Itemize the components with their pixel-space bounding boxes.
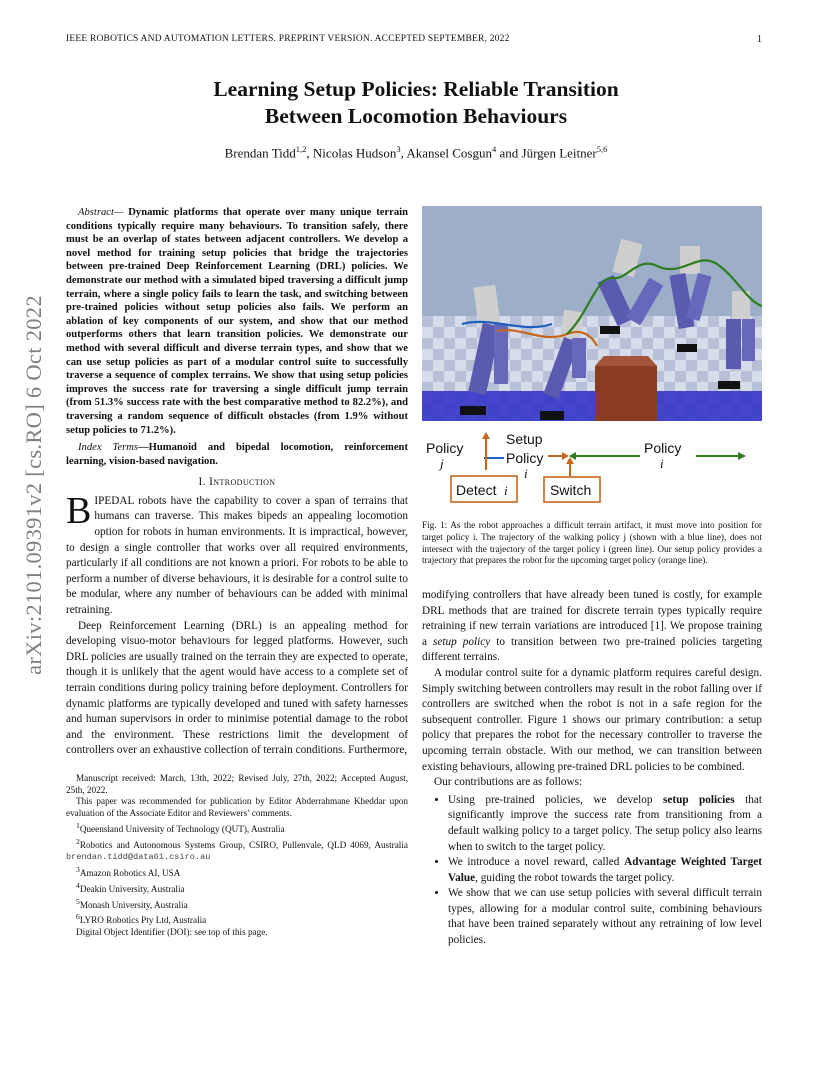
author-separator: , — [306, 145, 313, 161]
paper-title — [100, 76, 732, 130]
contribution-keyword: setup policies — [662, 793, 735, 806]
abstract-dash: — — [113, 207, 129, 218]
author-email-link[interactable]: brendan.tidd@data61.csiro.au — [66, 852, 211, 863]
abstract-text: Dynamic platforms that operate over many unique terrain conditions typically require many behaviours. To transition safely, there must be an overlap of states between adjacent controllers. We develop a novel method for training setup policies that bridge the trajectories between pre-trained Deep Reinforcement Learning (DRL) policies. We demonstrate our method with a simulated biped traversing a difficult jump terrain, where a single policy fails to learn the task, and switching between pre-trained policies without setup policies also fails. We perform an ablation of key components of our system, and show that our method outperforms others that learn transition policies. We demonstrate our method with several difficult and diverse terrain types, and show that we can use setup policies as part of a modular control suite to successfully traverse a sequence of complex terrains. We show that using setup policies improves the success rate for traversing a single difficult jump terrain (from 51.3% success rate with the best comparative method to 82.2%), and traversing a random sequence of difficult obstacles (from 1.9% without setup policies to 71.2%). — [66, 207, 408, 436]
contribution-item — [448, 886, 762, 948]
running-head: IEEE ROBOTICS AND AUTOMATION LETTERS. PREPRINT VERSION. ACCEPTED SEPTEMBER, 2022 — [66, 34, 510, 44]
label-setup: Setup — [506, 431, 543, 447]
footnote-received: Manuscript received: March, 13th, 2022; Revised July, 27th, 2022; Accepted August, 25th, 2022. — [66, 772, 408, 795]
title-line-2: Between Locomotion Behaviours — [264, 104, 568, 128]
label-policy-j: Policy — [426, 440, 464, 456]
left-column — [66, 206, 408, 939]
footnote-recommended: This paper was recommended for publication by Editor Abderrahmane Kheddar upon evaluation of the Associate Editor and Reviewers’ comments. — [66, 796, 408, 819]
contribution-text: We introduce a novel reward, called — [448, 856, 625, 869]
label-i: i — [660, 456, 664, 471]
author-name: Nicolas Hudson — [312, 145, 397, 161]
affiliation-footnote — [66, 911, 408, 927]
affiliation-number: 6 — [76, 912, 80, 922]
index-terms-text: Humanoid and bipedal locomotion, reinforcement learning, vision-based navigation. — [66, 442, 408, 467]
affiliation-number: 2 — [76, 836, 80, 846]
affiliation-number: 3 — [76, 865, 80, 875]
affiliation-text: Amazon Robotics AI, USA — [79, 868, 181, 879]
intro-paragraph-5: Our contributions are as follows: — [434, 776, 583, 789]
label-switch: Switch — [550, 482, 592, 498]
contribution-text-end: that significantly improve the success rate from transitioning from a default walking policy to a target policy. The setup policy also learns when to switch to the target policy. — [448, 793, 762, 853]
label-setup-policy: Policy — [506, 450, 544, 466]
author-separator: , — [400, 145, 407, 161]
author-name: Akansel Cosgun — [406, 145, 492, 161]
author-name: Jürgen Leitner — [521, 145, 597, 161]
intro-p3-text: modifying controllers that have already been tuned is costly, for example DRL methods that are trained for discrete terrain types typically require retraining if new terrain variations are introduced [1]. We propose training a — [422, 589, 762, 648]
intro-paragraph-1 — [66, 489, 408, 619]
affiliation-footnote — [66, 880, 408, 896]
label-policy-i: Policy — [644, 440, 682, 456]
figure-caption: Fig. 1: As the robot approaches a difficult terrain artifact, it must move into position for target policy i. The trajectory of the walking policy j (shown with a blue line), does not intersect with the trajectory of the target policy i (green line). Our setup policy provides a trajectory that prepares the robot for the upcoming target policy (orange line). — [422, 520, 762, 566]
author-list — [100, 144, 732, 161]
intro-paragraph-3 — [422, 588, 762, 666]
author-name: Brendan Tidd — [224, 145, 296, 161]
contribution-text: We show that we can use setup policies with several difficult terrain types, allowing for a modular control suite, combining behaviours that have been trained separately without any retraining of low level policies. — [448, 887, 762, 947]
intro-paragraph-4: A modular control suite for a dynamic platform requires careful design. Simply switching between controllers may result in the robot falling over if controllers are switched when the robot is not in a safe region for the subsequent controller. Figure 1 shows our primary contribution: a setup policy that prepares the robot for the necessary controller to traverse the upcoming terrain obstacle. With our method, we can transition between existing behaviours, allowing pre-trained DRL policies to be combined. — [422, 666, 762, 773]
figure-1-illustration — [422, 206, 762, 506]
arxiv-stamp-container — [4, 290, 64, 680]
affiliation-list — [66, 820, 408, 927]
author-affiliation-mark: 1,2 — [295, 144, 307, 154]
affiliation-footnote — [66, 864, 408, 880]
title-line-1: Learning Setup Policies: Reliable Transition — [213, 77, 619, 101]
author-affiliation-mark: 4 — [491, 144, 497, 154]
label-j: j — [440, 456, 444, 471]
affiliation-text: Deakin University, Australia — [79, 883, 185, 894]
figure-1 — [422, 206, 762, 506]
footnotes — [66, 773, 408, 939]
right-column — [422, 588, 762, 949]
page-number: 1 — [757, 34, 762, 45]
author-affiliation-mark: 5,6 — [596, 144, 608, 154]
abstract — [66, 206, 408, 437]
index-terms-label: Index Terms — [78, 442, 139, 454]
section-heading: I. Introduction — [198, 476, 276, 489]
affiliation-footnote — [66, 896, 408, 912]
label-detect-i: i — [504, 483, 508, 498]
label-setup-i: i — [524, 466, 528, 481]
contribution-keyword: Advantage Weighted Target Value — [448, 856, 762, 884]
affiliation-text: Queensland University of Technology (QUT), Australia — [79, 823, 285, 834]
index-terms — [66, 441, 408, 468]
contribution-list — [422, 793, 762, 949]
terrain-box-top — [595, 356, 657, 366]
affiliation-text: Monash University, Australia — [79, 899, 188, 910]
arxiv-stamp: arXiv:2101.09391v2 [cs.RO] 6 Oct 2022 — [21, 295, 46, 675]
intro-p3-end: to transition between two pre-trained policies targeting different terrains. — [422, 635, 762, 664]
index-terms-dash: — — [138, 442, 149, 454]
affiliation-number: 5 — [76, 896, 80, 906]
author-affiliation-mark: 3 — [396, 144, 401, 154]
intro-p3-emphasis: setup policy — [433, 635, 491, 648]
intro-p1-text: IPEDAL robots have the capability to cover a span of terrains that humans can traverse. This makes bipeds an appealing locomotion option for robots in human environments. It is impractical, however, to design a single controller that works over all required environments, particularly if all conditions are not known a priori. For robots to be able to perform a number of diverse behaviours, it is desirable for a control suite to be modular, where any number of behaviours can be added with minimal retraining. — [66, 494, 408, 617]
contribution-text: Using pre-trained policies, we develop — [448, 793, 663, 806]
abstract-label: Abstract — [78, 207, 114, 218]
label-detect: Detect — [456, 482, 497, 498]
footnote-doi: Digital Object Identifier (DOI): see top of this page. — [76, 927, 268, 938]
affiliation-number: 1 — [76, 820, 80, 830]
contribution-text-end: , guiding the robot towards the target policy. — [475, 871, 675, 884]
author-separator: and — [496, 145, 522, 161]
affiliation-footnote — [66, 820, 408, 836]
affiliation-text: Robotics and Autonomous Systems Group, CSIRO, Pullenvale, QLD 4069, Australia — [79, 839, 408, 850]
affiliation-number: 4 — [76, 880, 80, 890]
contribution-item — [448, 855, 762, 886]
affiliation-text: LYRO Robotics Pty Ltd, Australia — [79, 915, 207, 926]
affiliation-footnote — [66, 836, 408, 864]
contribution-item — [448, 793, 762, 855]
drop-cap: B — [66, 489, 92, 532]
intro-paragraph-2: Deep Reinforcement Learning (DRL) is an appealing method for developing visuo-motor behaviours for legged platforms. However, such DRL policies are usually trained on the terrain they are expected to operate, though it is unlikely that the agent would have access to a complete set of terrain conditions during policy training before deployment. Controllers for dynamic platforms are typically developed and tuned with safety harnesses and human supervisors in order to minimise potential damage to the robot and the environment. These restrictions limit the development of controllers over an exhaustive collection of terrain conditions. Furthermore, — [66, 619, 408, 757]
terrain-box — [595, 366, 657, 428]
